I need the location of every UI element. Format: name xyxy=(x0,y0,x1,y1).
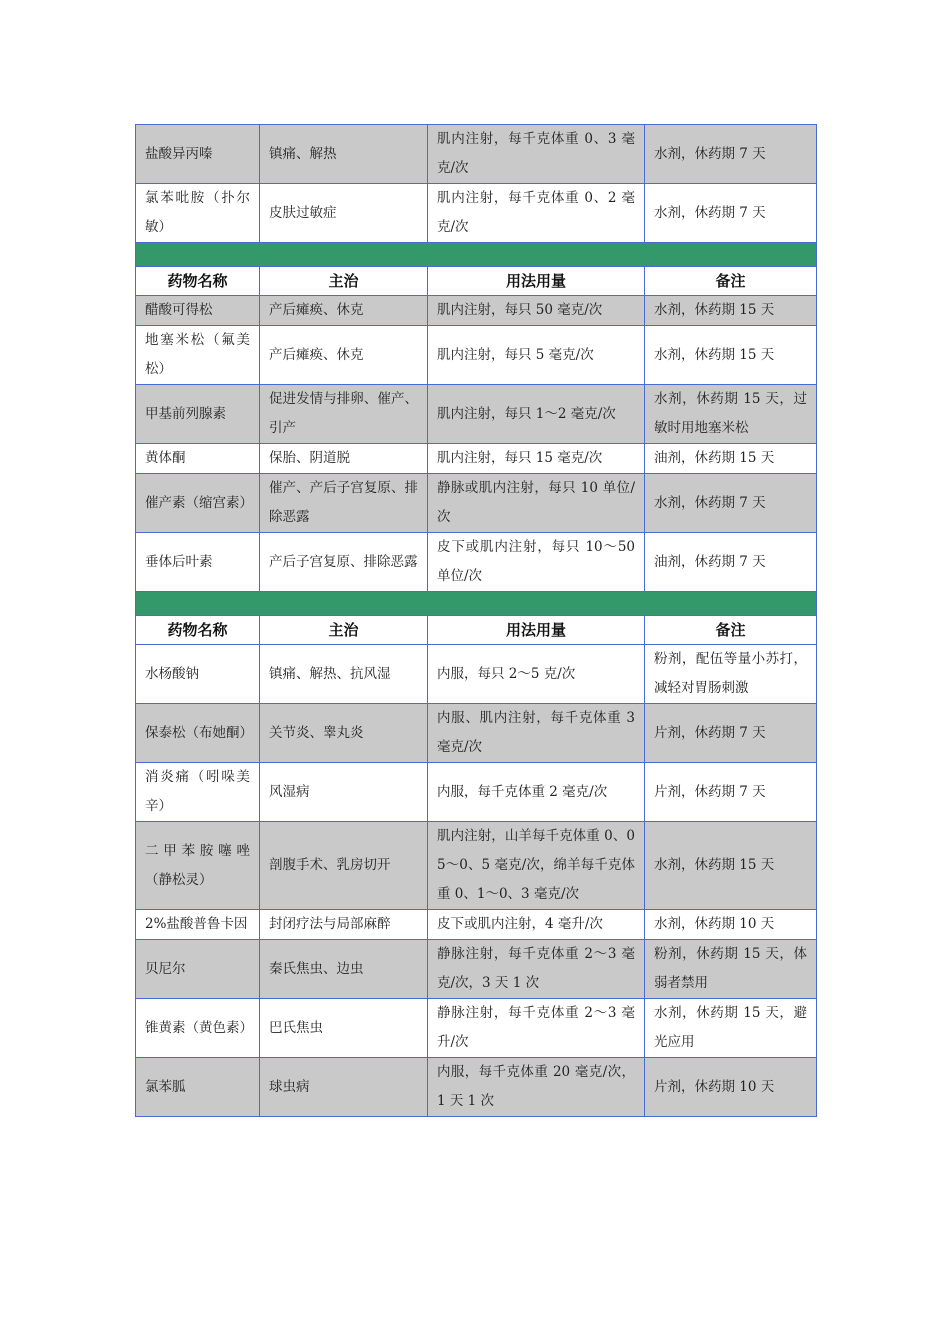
header-dosage: 用法用量 xyxy=(428,616,645,645)
drug-name: 贝尼尔 xyxy=(136,940,260,999)
dosage: 肌内注射，每千克体重 0、2 毫克/次 xyxy=(428,184,645,243)
note: 片剂，休药期 7 天 xyxy=(645,704,817,763)
drug-name: 二甲苯胺噻唑（静松灵） xyxy=(136,822,260,910)
header-note: 备注 xyxy=(645,267,817,296)
dosage: 肌内注射，每只 1～2 毫克/次 xyxy=(428,385,645,444)
indication: 剖腹手术、乳房切开 xyxy=(260,822,428,910)
table-header-row xyxy=(136,616,817,645)
dosage: 肌内注射，每只 15 毫克/次 xyxy=(428,444,645,474)
note: 水剂，休药期 15 天 xyxy=(645,326,817,385)
table-row xyxy=(136,1058,817,1117)
drug-name: 锥黄素（黄色素） xyxy=(136,999,260,1058)
header-dosage: 用法用量 xyxy=(428,267,645,296)
note: 粉剂，配伍等量小苏打，减轻对胃肠刺激 xyxy=(645,645,817,704)
table-row xyxy=(136,125,817,184)
table-row xyxy=(136,645,817,704)
indication: 保胎、阴道脱 xyxy=(260,444,428,474)
indication: 产后瘫痪、休克 xyxy=(260,296,428,326)
drug-name: 保泰松（布她酮） xyxy=(136,704,260,763)
drug-name: 氯苯胍 xyxy=(136,1058,260,1117)
drug-name: 黄体酮 xyxy=(136,444,260,474)
drug-name: 甲基前列腺素 xyxy=(136,385,260,444)
indication: 巴氏焦虫 xyxy=(260,999,428,1058)
indication: 皮肤过敏症 xyxy=(260,184,428,243)
header-drug-name: 药物名称 xyxy=(136,616,260,645)
table-row xyxy=(136,474,817,533)
dosage: 皮下或肌内注射，每只 10～50 单位/次 xyxy=(428,533,645,592)
note: 水剂，休药期 15 天 xyxy=(645,822,817,910)
dosage: 肌内注射，每只 5 毫克/次 xyxy=(428,326,645,385)
note: 水剂，休药期 7 天 xyxy=(645,474,817,533)
header-drug-name: 药物名称 xyxy=(136,267,260,296)
indication: 镇痛、解热、抗风湿 xyxy=(260,645,428,704)
table-row xyxy=(136,704,817,763)
dosage: 静脉注射，每千克体重 2～3 毫克/次，3 天 1 次 xyxy=(428,940,645,999)
table-row xyxy=(136,822,817,910)
table-row xyxy=(136,910,817,940)
table-row xyxy=(136,184,817,243)
note: 水剂，休药期 15 天，避光应用 xyxy=(645,999,817,1058)
section-separator xyxy=(136,592,817,616)
table-row xyxy=(136,533,817,592)
header-indication: 主治 xyxy=(260,616,428,645)
indication: 产后瘫痪、休克 xyxy=(260,326,428,385)
indication: 产后子宫复原、排除恶露 xyxy=(260,533,428,592)
drug-name: 水杨酸钠 xyxy=(136,645,260,704)
indication: 促进发情与排卵、催产、引产 xyxy=(260,385,428,444)
dosage: 内服，每千克体重 20 毫克/次，1 天 1 次 xyxy=(428,1058,645,1117)
drug-name: 醋酸可得松 xyxy=(136,296,260,326)
drug-name: 催产素（缩宫素） xyxy=(136,474,260,533)
indication: 镇痛、解热 xyxy=(260,125,428,184)
drug-name: 消炎痛（吲哚美辛） xyxy=(136,763,260,822)
drug-name: 地塞米松（氟美松） xyxy=(136,326,260,385)
dosage: 静脉注射，每千克体重 2～3 毫升/次 xyxy=(428,999,645,1058)
note: 片剂，休药期 7 天 xyxy=(645,763,817,822)
drug-name: 垂体后叶素 xyxy=(136,533,260,592)
drug-name: 2%盐酸普鲁卡因 xyxy=(136,910,260,940)
table-row xyxy=(136,326,817,385)
note: 片剂，休药期 10 天 xyxy=(645,1058,817,1117)
drug-name: 盐酸异丙嗪 xyxy=(136,125,260,184)
dosage: 肌内注射，山羊每千克体重 0、05～0、5 毫克/次，绵羊每千克体重 0、1～0、3 毫克/次 xyxy=(428,822,645,910)
note: 粉剂，休药期 15 天，体弱者禁用 xyxy=(645,940,817,999)
header-note: 备注 xyxy=(645,616,817,645)
table-header-row xyxy=(136,267,817,296)
dosage: 皮下或肌内注射，4 毫升/次 xyxy=(428,910,645,940)
dosage: 内服，每千克体重 2 毫克/次 xyxy=(428,763,645,822)
dosage: 静脉或肌内注射，每只 10 单位/次 xyxy=(428,474,645,533)
dosage: 内服、肌内注射，每千克体重 3 毫克/次 xyxy=(428,704,645,763)
indication: 催产、产后子宫复原、排除恶露 xyxy=(260,474,428,533)
note: 水剂，休药期 15 天 xyxy=(645,296,817,326)
note: 水剂，休药期 7 天 xyxy=(645,184,817,243)
indication: 风湿病 xyxy=(260,763,428,822)
dosage: 肌内注射，每只 50 毫克/次 xyxy=(428,296,645,326)
indication: 球虫病 xyxy=(260,1058,428,1117)
table-row xyxy=(136,999,817,1058)
drug-table xyxy=(135,124,817,1117)
indication: 封闭疗法与局部麻醉 xyxy=(260,910,428,940)
drug-name: 氯苯吡胺（扑尔敏） xyxy=(136,184,260,243)
note: 水剂，休药期 10 天 xyxy=(645,910,817,940)
table-row xyxy=(136,444,817,474)
table-row xyxy=(136,940,817,999)
table-row xyxy=(136,296,817,326)
table-row xyxy=(136,763,817,822)
indication: 秦氏焦虫、边虫 xyxy=(260,940,428,999)
dosage: 内服，每只 2～5 克/次 xyxy=(428,645,645,704)
note: 水剂，休药期 7 天 xyxy=(645,125,817,184)
table-row xyxy=(136,385,817,444)
note: 油剂，休药期 7 天 xyxy=(645,533,817,592)
dosage: 肌内注射，每千克体重 0、3 毫克/次 xyxy=(428,125,645,184)
note: 油剂，休药期 15 天 xyxy=(645,444,817,474)
section-separator xyxy=(136,243,817,267)
header-indication: 主治 xyxy=(260,267,428,296)
note: 水剂，休药期 15 天，过敏时用地塞米松 xyxy=(645,385,817,444)
indication: 关节炎、睾丸炎 xyxy=(260,704,428,763)
